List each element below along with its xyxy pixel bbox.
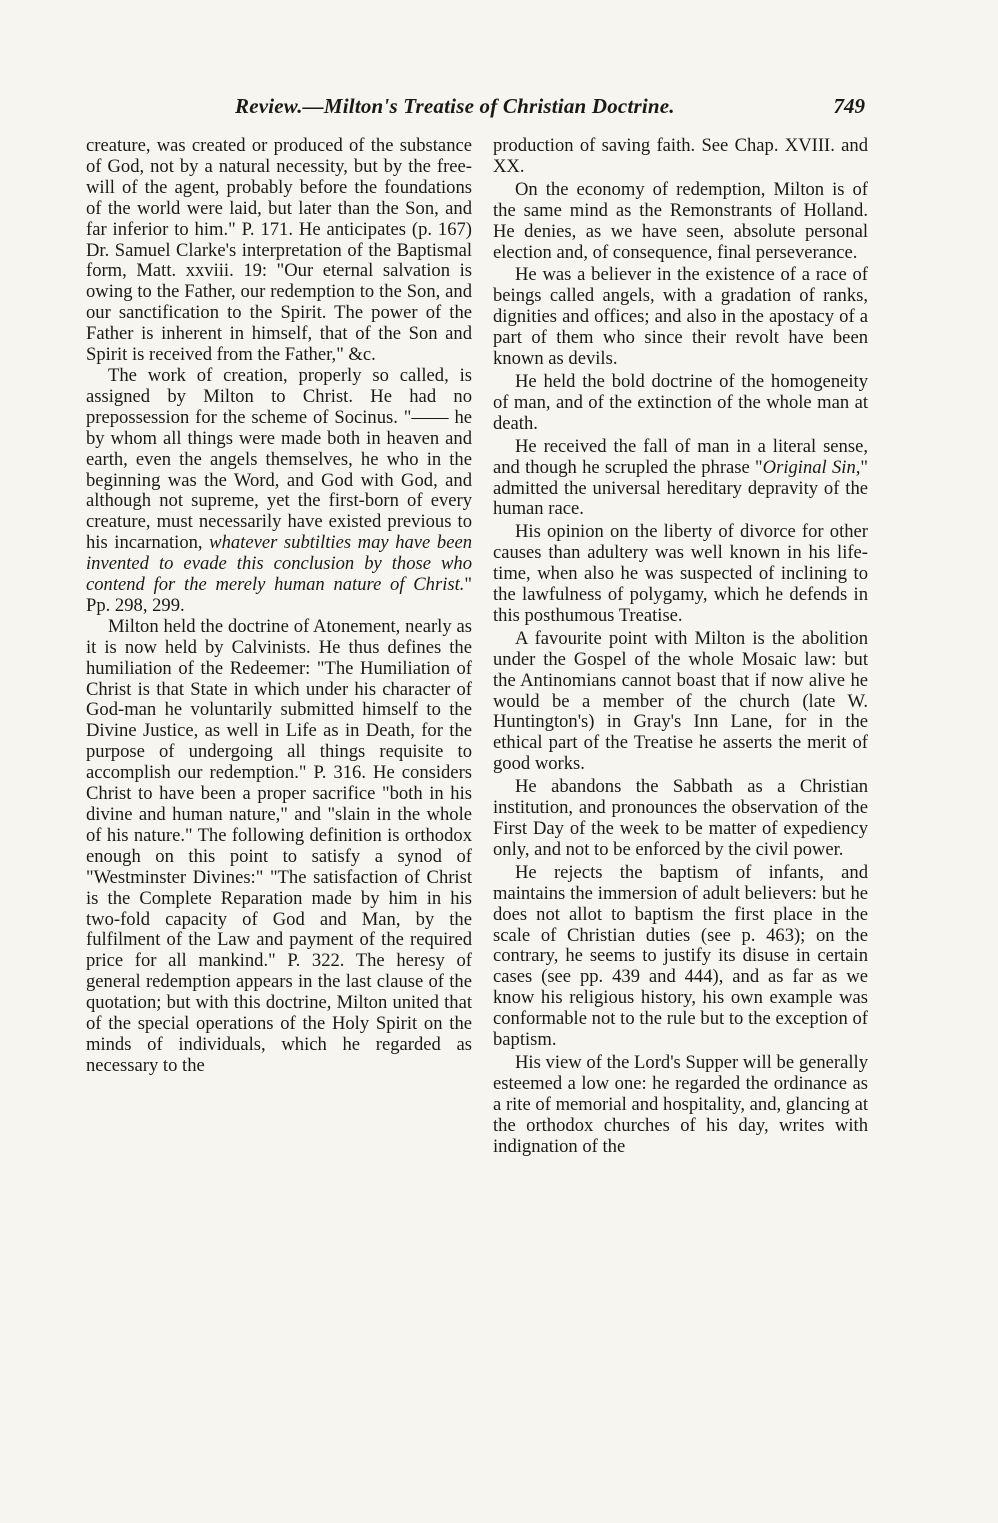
right-paragraph-4: He held the bold doctrine of the homogeneity of man, and of the extinction of the whole man at death. — [493, 370, 868, 434]
right-paragraph-5-italic: Original Sin, — [762, 456, 861, 478]
running-title: Review.—Milton's Treatise of Christian Doctrine. — [235, 94, 675, 118]
left-paragraph-3: Milton held the doctrine of Atonement, nearly as it is now held by Calvinists. He thus defines the humiliation of the Redeemer: "The Humiliation of Christ is that State in which under his character of God-man he voluntarily submitted himself to the Divine Justice, as well in Life as in Death, for the purpose of undergoing all things requisite to accomplish our redemption." P. 316. He considers Christ to have been a proper sacrifice "both in his divine and human nature," and "slain in the whole of his nature." The following definition is orthodox enough on this point to satisfy a synod of "Westminster Divines:" "The satisfaction of Christ is the Complete Reparation made by him in his two-fold capacity of God and Man, by the fulfilment of the Law and payment of the required price for all mankind." P. 322. The heresy of general redemption appears in the last clause of the quotation; but with this doctrine, Milton united that of the special operations of the Holy Spirit on the minds of individuals, which he regarded as necessary to the — [86, 615, 472, 1076]
left-paragraph-1: creature, was created or produced of the substance of God, not by a natural necessity, but by the free-will of the agent, probably before the foundations of the world were laid, but later than the Son, and far inferior to him." P. 171. He anticipates (p. 167) Dr. Samuel Clarke's interpretation of the Baptismal form, Matt. xxviii. 19: "Our eternal salvation is owing to the Father, our redemption to the Son, and our sanctification to the Spirit. The power of the Father is inherent in himself, that of the Son and Spirit is received from the Father," &c. — [86, 135, 472, 366]
page-number: 749 — [833, 94, 865, 118]
left-paragraph-2-text: The work of creation, properly so called, is assigned by Milton to Christ. He had no prepossession for the scheme of Socinus. "—— he by whom all things were made both in heaven and earth, even the angels themselves, he who in the beginning was the Word, and God with God, and although not supreme, yet the first-born of every creature, must necessarily have existed previous to his incarnation, — [86, 364, 472, 554]
left-paragraph-2-italic: whatever subtilties may have been invented to evade this conclusion by those who contend for the merely human nature of Christ. — [86, 532, 472, 596]
right-paragraph-5-text: He received the fall of man in a literal sense, and though he scrupled the phrase " — [493, 435, 868, 478]
left-column — [86, 136, 472, 1077]
right-paragraph-1: production of saving faith. See Chap. XVIII. and XX. — [493, 135, 868, 177]
page-header — [235, 94, 865, 124]
left-paragraph-2 — [86, 366, 472, 617]
left-paragraph-2-citation: " Pp. 298, 299. — [86, 574, 472, 616]
right-paragraph-5 — [493, 437, 868, 521]
right-paragraph-7: A favourite point with Milton is the abolition under the Gospel of the whole Mosaic law: but the Antinomians cannot boast that if now alive he would be a member of the church (late W. Huntington's) in Gray's Inn Lane, for in the ethical part of the Treatise he asserts the merit of good works. — [493, 627, 868, 775]
right-paragraph-8: He abandons the Sabbath as a Christian institution, and pronounces the observation of the First Day of the week to be matter of expediency only, and not to be enforced by the civil power. — [493, 776, 868, 860]
right-paragraph-3: He was a believer in the existence of a race of beings called angels, with a gradation of ranks, dignities and offices; and also in the apostacy of a part of them who since their revolt have been known as devils. — [493, 264, 868, 370]
right-paragraph-10: His view of the Lord's Supper will be generally esteemed a low one: he regarded the ordinance as a rite of memorial and hospitality, and, glancing at the orthodox churches of his day, writes with indignation of the — [493, 1051, 868, 1157]
right-paragraph-9: He rejects the baptism of infants, and maintains the immersion of adult believers: but he does not allot to baptism the first place in the scale of Christian duties (see p. 463); on the contrary, he seems to justify its disuse in certain cases (see pp. 439 and 444), and as far as we know his religious history, his own example was conformable not to the rule but to the exception of baptism. — [493, 861, 868, 1051]
right-paragraph-6: His opinion on the liberty of divorce for other causes than adultery was well known in his life-time, when also he was suspected of inclining to the lawfulness of polygamy, which he defends in this posthumous Treatise. — [493, 521, 868, 626]
right-paragraph-2: On the economy of redemption, Milton is of the same mind as the Remonstrants of Holland. He denies, as we have seen, absolute personal election and, of consequence, final perseverance. — [493, 178, 868, 263]
right-paragraph-5-end: " admitted the universal hereditary depravity of the human race. — [493, 456, 869, 520]
right-column — [493, 136, 868, 1158]
